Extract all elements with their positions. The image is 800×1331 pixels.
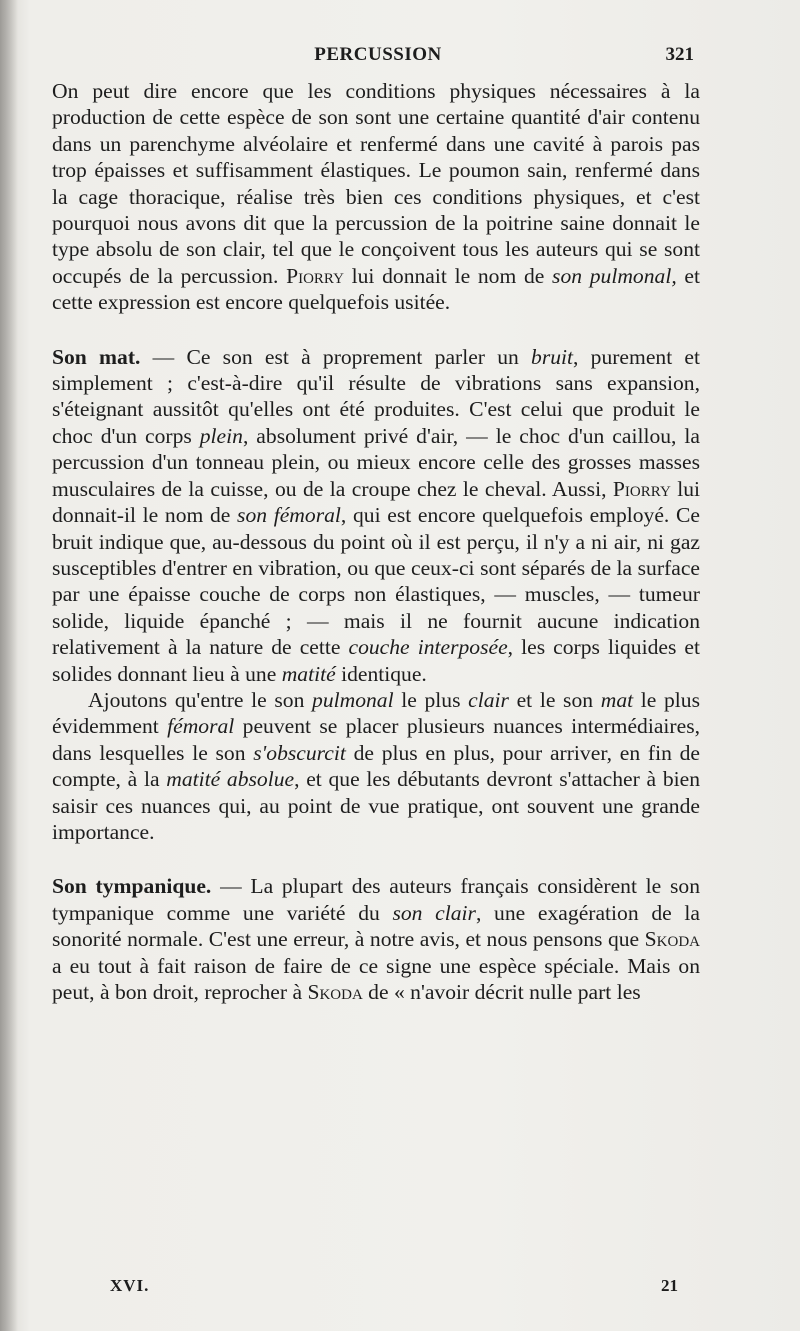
running-title: PERCUSSION [314, 44, 442, 65]
text-run: a eu tout à fait raison de faire de ce signe une espèce spéciale. Mais on peut, à bon droit, reprocher à [52, 953, 700, 1004]
sheet-number: 21 [661, 1276, 678, 1295]
author-name-piorry: Piorry [612, 476, 671, 501]
text-run: de plus en plus, pour arriver, en fin de compte, à la [52, 740, 700, 792]
italic-term: pulmonal [312, 687, 394, 712]
paragraph-nuances [52, 687, 700, 845]
section-gap [52, 845, 700, 873]
italic-term: son clair [392, 900, 476, 925]
italic-term: son pulmonal, [552, 263, 677, 288]
italic-term: fémoral [167, 714, 235, 739]
signature-mark: XVI. [110, 1276, 150, 1295]
text-run: — Ce son est à proprement parler un [140, 344, 532, 369]
italic-term: plein [199, 423, 243, 448]
gutter-shadow [0, 0, 18, 1331]
text-run: , purement et simplement ; c'est-à-dire qu'il résulte de vibrations sans expansion, s'éteignant aussitôt qu'elles ont été produites. C'est celui que produit le choc d'un corps [52, 344, 700, 448]
text-run: et le son [508, 687, 601, 712]
text-run: , absolument privé d'air, — le choc d'un caillou, la percussion d'un tonneau plein, ou mieux encore celle des grosses masses musculaires de la cuisse, ou de la croupe chez le cheval. Aussi, [52, 423, 700, 501]
text-run: lui donnait-il le nom de [52, 476, 700, 528]
running-head [62, 44, 694, 72]
text-run: Ajoutons qu'entre le son [88, 687, 313, 712]
text-run: , une exagération de la sonorité normale. C'est une erreur, à notre avis, et nous pensons que [52, 900, 700, 952]
text-run: le plus [393, 687, 469, 712]
section-heading-son-mat: Son mat. [52, 344, 141, 369]
page-number: 321 [665, 44, 694, 65]
text-run: de « n'avoir décrit nulle part les [362, 980, 641, 1004]
body-text [52, 78, 700, 1005]
section-heading-son-tympanique: Son tympanique. [52, 874, 212, 899]
paragraph-son-tympanique [52, 873, 700, 1005]
italic-term: matité [281, 661, 336, 686]
italic-term: son fémoral [237, 503, 341, 528]
italic-term: mat [600, 687, 634, 712]
text-run: et cette expression est encore quelquefois usitée. [52, 263, 701, 315]
text-run: , qui est encore quelquefois employé. Ce bruit indique que, au-dessous du point où il est perçu, il n'y a ni air, ni gaz susceptibles d'entrer en vibration, ou que ceux-ci sont séparés de la surface par une épaisse couche de corps non élastiques, — muscles, — tumeur solide, liquide épanché ; — mais il ne fournit aucune indication relativement à la nature de cette [52, 503, 700, 660]
italic-term: matité absolue [166, 767, 295, 792]
text-run: lui donnait le nom de [343, 263, 553, 288]
text-run: , les corps liquides et solides donnant lieu à une [52, 635, 700, 686]
page-footer [110, 1276, 678, 1302]
text-run: On peut dire encore que les conditions physiques nécessaires à la production de cette espèce de son sont une certaine quantité d'air contenu dans un parenchyme alvéolaire et renfermé dans une cavité à parois pas trop épaisses et suffisamment élastiques. Le poumon sain, renfermé dans la cage thoracique, réalise très bien ces conditions physiques, et c'est pourquoi nous avons dit que la percussion de la poitrine saine donnait le type absolu de son clair, tel que le conçoivent tous les auteurs qui se sont occupés de la percussion. [52, 79, 700, 288]
text-run: — La plupart des auteurs français considèrent le son tympanique comme une variété du [52, 874, 700, 925]
author-name-skoda: Skoda [307, 980, 363, 1004]
text-run: le plus évidemment [52, 687, 700, 739]
author-name-piorry: Piorry [286, 263, 344, 288]
text-run: , et que les débutants devront s'attacher à bien saisir ces nuances qui, au point de vue pratique, ont souvent une grande importance. [52, 767, 700, 844]
text-run: identique. [335, 661, 427, 686]
section-gap [52, 316, 700, 344]
paragraph-son-pulmonal [52, 78, 700, 316]
italic-term: s'obscurcit [253, 740, 346, 765]
italic-term: bruit [531, 344, 574, 369]
author-name-skoda: Skoda [644, 927, 700, 952]
paragraph-son-mat [52, 344, 700, 687]
italic-term: couche interposée [348, 635, 508, 660]
text-run: peuvent se placer plusieurs nuances intermédiaires, dans lesquelles le son [52, 714, 700, 765]
italic-term: clair [468, 687, 509, 712]
